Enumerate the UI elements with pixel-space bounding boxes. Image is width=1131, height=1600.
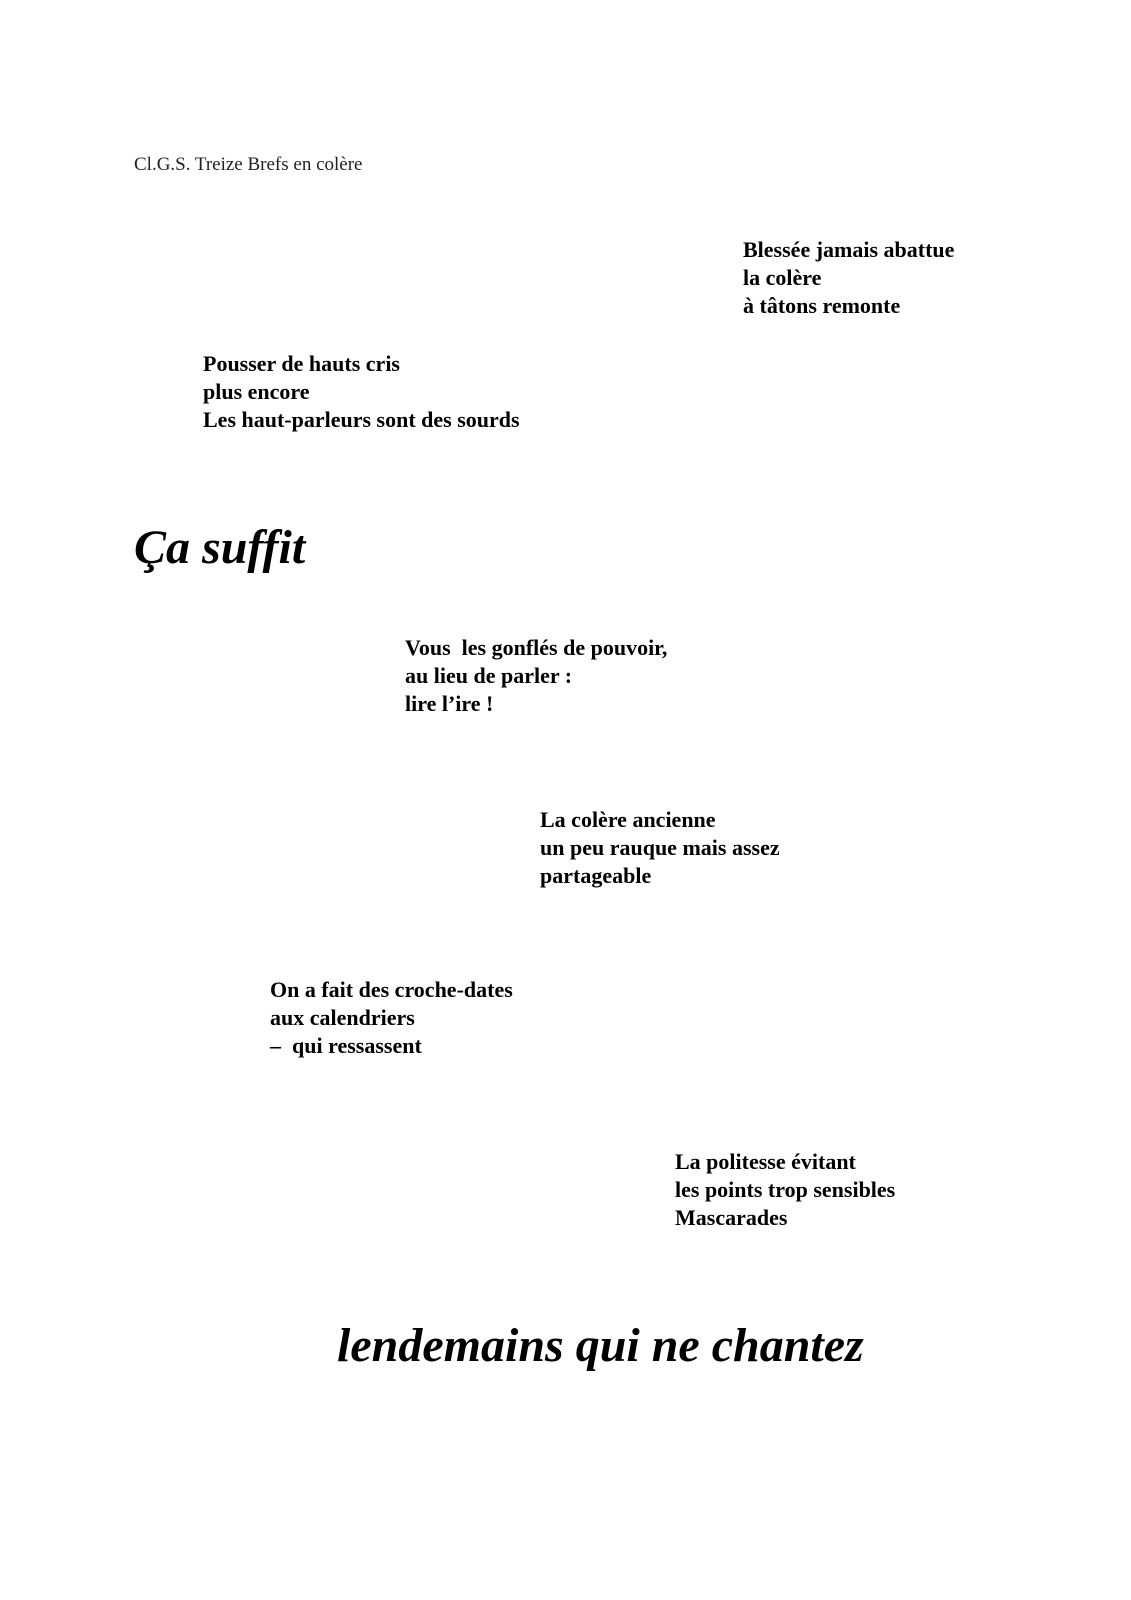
stanza-line: un peu rauque mais assez [540,835,780,860]
stanza-line: aux calendriers [270,1005,415,1030]
stanza-2 [203,350,520,434]
stanza-line: La colère ancienne [540,807,716,832]
stanza-4 [540,806,780,890]
stanza-line: – qui ressassent [270,1033,422,1058]
stanza-line: lire l’ire ! [405,691,494,716]
stanza-line: Vous les gonflés de pouvoir, [405,635,668,660]
stanza-line: Mascarades [675,1205,788,1230]
stanza-line: Les haut-parleurs sont des sourds [203,407,520,432]
stanza-3 [405,634,667,718]
stanza-line: Blessée jamais abattue [743,237,955,262]
page-header: Cl.G.S. Treize Brefs en colère [134,154,363,175]
stanza-line: partageable [540,863,652,888]
stanza-line: La politesse évitant [675,1149,856,1174]
stanza-line: Pousser de hauts cris [203,351,400,376]
exclamation-heading-2: lendemains qui ne chantez [337,1319,864,1372]
stanza-line: la colère [743,265,822,290]
stanza-line: plus encore [203,379,310,404]
stanza-6 [675,1148,895,1232]
exclamation-heading-1: Ça suffit [134,521,306,574]
stanza-line: On a fait des croche-dates [270,977,513,1002]
stanza-1 [743,236,954,320]
stanza-line: à tâtons remonte [743,293,901,318]
stanza-5 [270,976,513,1060]
stanza-line: au lieu de parler : [405,663,573,688]
stanza-line: les points trop sensibles [675,1177,896,1202]
